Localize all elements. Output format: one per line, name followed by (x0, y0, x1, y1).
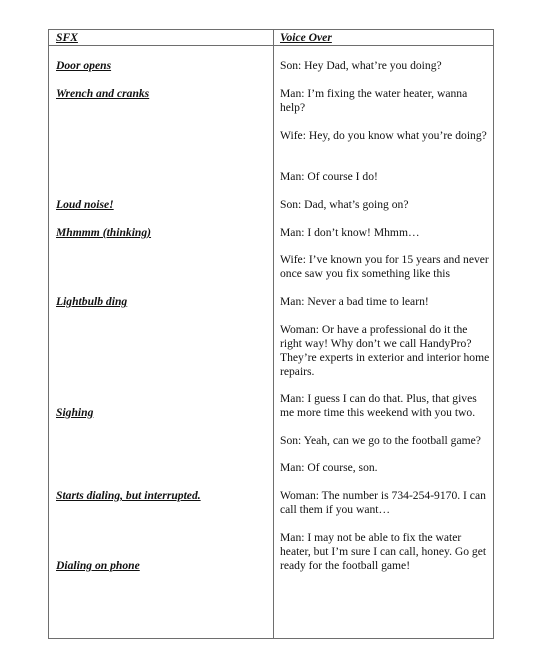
voice-over-line: Wife: I’ve known you for 15 years and never once saw you fix something like this (280, 253, 489, 280)
voice-over-line: Wife: Hey, do you know what you’re doing? (280, 129, 487, 142)
sfx-cue-mhmmm-thinking: Mhmmm (thinking) (56, 226, 152, 239)
sfx-cue-starts-dialing: Starts dialing, but interrupted. (56, 489, 201, 502)
voice-over-line: Man: I may not be able to fix the water heater, but I’m sure I can call, honey. Go get ready for the football game! (280, 531, 487, 572)
sfx-column-header: SFX (56, 31, 78, 44)
voice-over-line: Man: Of course I do! (280, 170, 378, 183)
voice-over-line: Man: Never a bad time to learn! (280, 295, 429, 308)
header-divider (49, 45, 493, 46)
voice-over-column-header: Voice Over (280, 31, 332, 44)
voice-over-line: Man: Of course, son. (280, 461, 378, 474)
sfx-cue-door-opens: Door opens (56, 59, 112, 72)
sfx-cue-loud-noise: Loud noise! (56, 198, 114, 211)
sfx-cue-sighing: Sighing (56, 406, 94, 419)
script-table (48, 29, 494, 639)
voice-over-line: Son: Dad, what’s going on? (280, 198, 409, 211)
sfx-cue-lightbulb-ding: Lightbulb ding (56, 295, 128, 308)
sfx-cue-dialing-on-phone: Dialing on phone (56, 559, 140, 572)
sfx-cue-wrench-and-cranks: Wrench and cranks (56, 87, 150, 100)
voice-over-line: Woman: Or have a professional do it the right way! Why don’t we call HandyPro? They’re experts in exterior and interior home repairs. (280, 323, 490, 378)
voice-over-line: Man: I’m fixing the water heater, wanna help? (280, 87, 468, 114)
voice-over-line: Man: I don’t know! Mhmm… (280, 226, 420, 239)
voice-over-line: Woman: The number is 734-254-9170. I can call them if you want… (280, 489, 486, 516)
voice-over-line: Man: I guess I can do that. Plus, that gives me more time this weekend with you two. (280, 392, 477, 419)
voice-over-line: Son: Yeah, can we go to the football game? (280, 434, 481, 447)
column-divider (273, 30, 274, 638)
voice-over-line: Son: Hey Dad, what’re you doing? (280, 59, 442, 72)
